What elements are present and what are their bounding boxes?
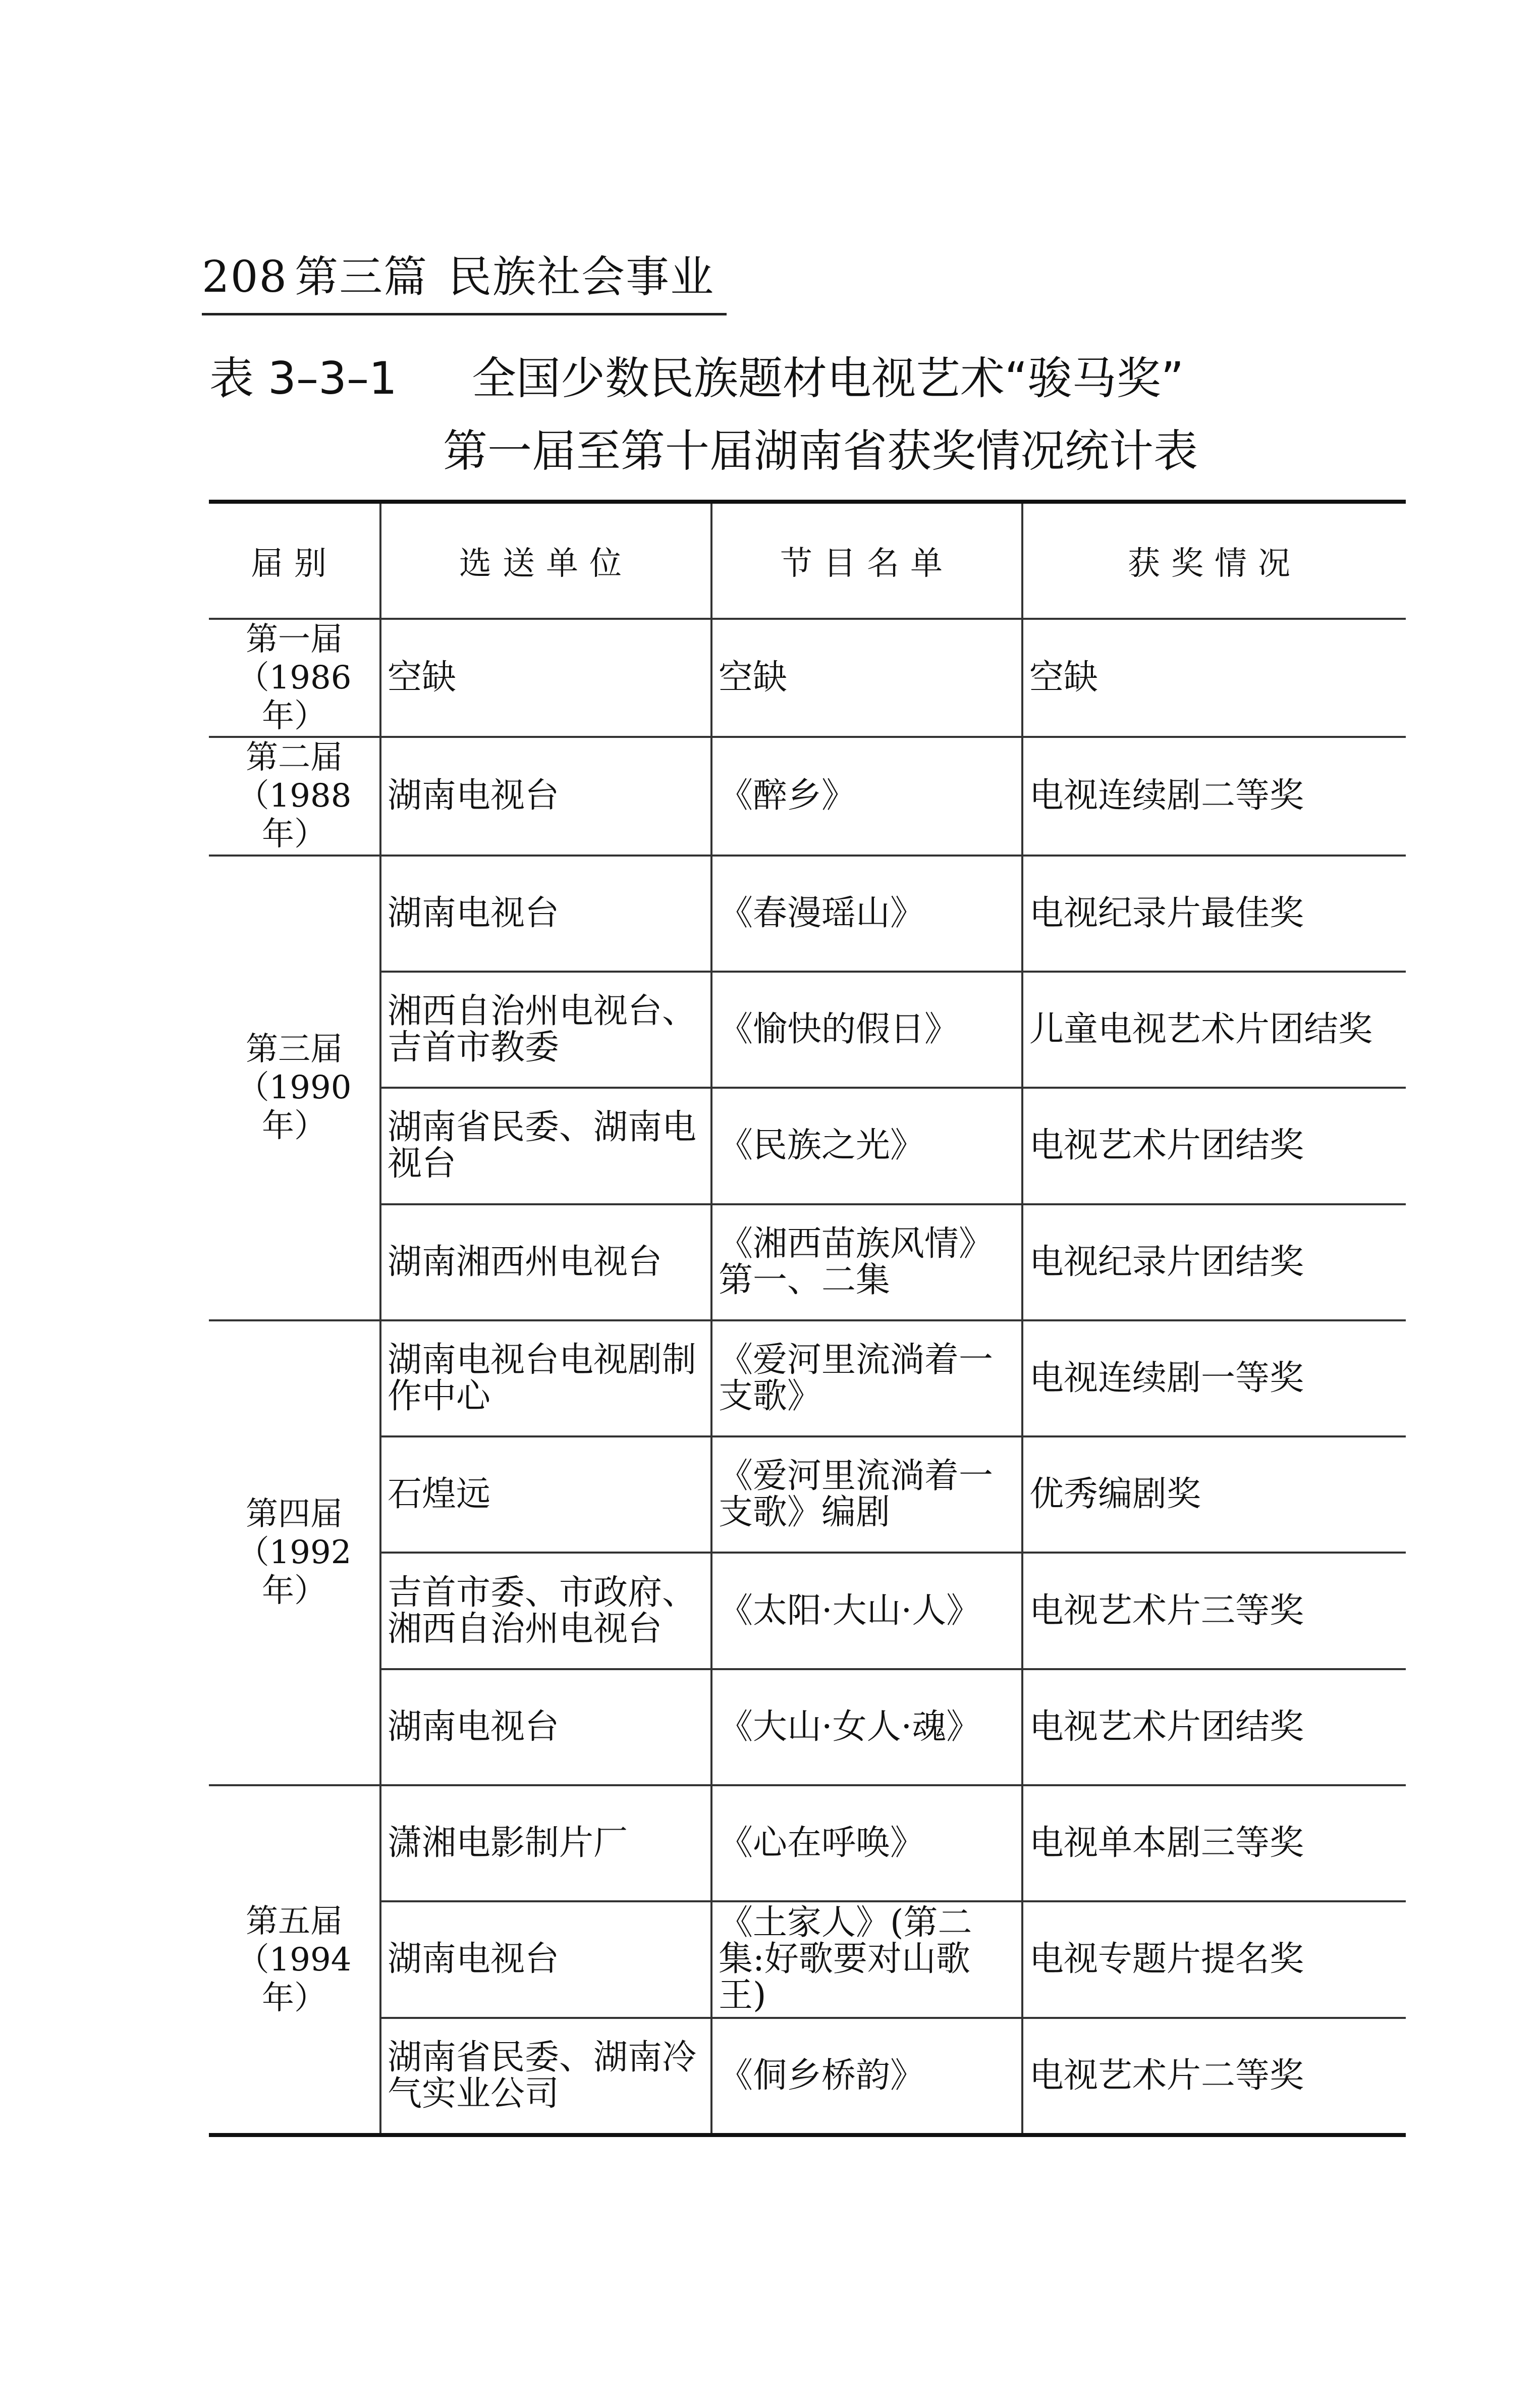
table-row xyxy=(209,856,1406,972)
program-cell: 《爱河里流淌着一支歌》编剧 xyxy=(711,1436,1022,1553)
award-cell: 电视艺术片三等奖 xyxy=(1022,1553,1406,1669)
table-row xyxy=(209,1320,1406,1436)
edition-cell xyxy=(209,856,380,1320)
table-number: 表 3–3–1 xyxy=(209,352,397,404)
table-title-line1: 全国少数民族题材电视艺术“骏马奖” xyxy=(472,352,1184,404)
unit-cell: 湖南电视台 xyxy=(380,737,711,855)
edition-cell xyxy=(209,1785,380,2135)
edition-year: （1988 年） xyxy=(237,777,352,853)
part-title: 第三篇 xyxy=(295,252,428,302)
table-row xyxy=(209,1088,1406,1204)
edition-name: 第四届 xyxy=(246,1496,343,1533)
unit-cell: 空缺 xyxy=(380,619,711,737)
program-cell: 《爱河里流淌着一支歌》 xyxy=(711,1320,1022,1436)
header-rule xyxy=(202,313,727,315)
table-row xyxy=(209,1436,1406,1553)
unit-cell: 湖南电视台 xyxy=(380,1669,711,1785)
column-header-unit: 选送单位 xyxy=(380,502,711,619)
edition-name: 第二届 xyxy=(246,739,343,777)
unit-cell: 石煌远 xyxy=(380,1436,711,1553)
table-row xyxy=(209,1204,1406,1320)
edition-name: 第五届 xyxy=(246,1902,343,1940)
program-cell: 《大山·女人·魂》 xyxy=(711,1669,1022,1785)
edition-name: 第三届 xyxy=(246,1031,343,1069)
award-cell: 电视纪录片最佳奖 xyxy=(1022,856,1406,972)
unit-cell: 湖南湘西州电视台 xyxy=(380,1204,711,1320)
program-cell: 《土家人》(第二集:好歌要对山歌王) xyxy=(711,1901,1022,2017)
award-cell: 电视单本剧三等奖 xyxy=(1022,1785,1406,1901)
edition-name: 第一届 xyxy=(246,621,343,659)
column-header-program: 节目名单 xyxy=(711,502,1022,619)
unit-cell: 湖南省民委、湖南冷气实业公司 xyxy=(380,2018,711,2135)
table-row xyxy=(209,1669,1406,1785)
award-cell: 空缺 xyxy=(1022,619,1406,737)
edition-year: （1990 年） xyxy=(237,1069,352,1145)
award-cell: 电视艺术片二等奖 xyxy=(1022,2018,1406,2135)
award-cell: 电视纪录片团结奖 xyxy=(1022,1204,1406,1320)
unit-cell: 湖南电视台 xyxy=(380,856,711,972)
edition-year: （1986 年） xyxy=(237,659,352,735)
award-cell: 儿童电视艺术片团结奖 xyxy=(1022,972,1406,1088)
table-row xyxy=(209,972,1406,1088)
section-title: 民族社会事业 xyxy=(448,252,715,302)
page-number: 208 xyxy=(202,252,288,302)
award-cell: 电视艺术片团结奖 xyxy=(1022,1088,1406,1204)
edition-cell xyxy=(209,737,380,855)
edition-cell xyxy=(209,1320,380,1785)
unit-cell: 湖南电视台 xyxy=(380,1901,711,2017)
program-cell: 《湘西苗族风情》第一、二集 xyxy=(711,1204,1022,1320)
program-cell: 《侗乡桥韵》 xyxy=(711,2018,1022,2135)
unit-cell: 湖南省民委、湖南电视台 xyxy=(380,1088,711,1204)
table-title-line2: 第一届至第十届湖南省获奖情况统计表 xyxy=(443,425,1198,477)
unit-cell: 吉首市委、市政府、湘西自治州电视台 xyxy=(380,1553,711,1669)
edition-cell xyxy=(209,619,380,737)
award-cell: 优秀编剧奖 xyxy=(1022,1436,1406,1553)
edition-year: （1994 年） xyxy=(237,1941,352,2017)
award-cell: 电视连续剧一等奖 xyxy=(1022,1320,1406,1436)
award-cell: 电视艺术片团结奖 xyxy=(1022,1669,1406,1785)
program-cell: 《醉乡》 xyxy=(711,737,1022,855)
program-cell: 《春漫瑶山》 xyxy=(711,856,1022,972)
table-row xyxy=(209,2018,1406,2135)
unit-cell: 潇湘电影制片厂 xyxy=(380,1785,711,1901)
table-row xyxy=(209,1901,1406,2017)
unit-cell: 湖南电视台电视剧制作中心 xyxy=(380,1320,711,1436)
award-cell: 电视专题片提名奖 xyxy=(1022,1901,1406,2017)
running-header xyxy=(202,252,715,302)
column-header-edition: 届别 xyxy=(209,502,380,619)
table-row xyxy=(209,619,1406,737)
column-header-award: 获奖情况 xyxy=(1022,502,1406,619)
header-row xyxy=(209,502,1406,619)
unit-cell: 湘西自治州电视台、吉首市教委 xyxy=(380,972,711,1088)
program-cell: 《心在呼唤》 xyxy=(711,1785,1022,1901)
table-row xyxy=(209,737,1406,855)
edition-year: （1992 年） xyxy=(237,1534,352,1610)
award-cell: 电视连续剧二等奖 xyxy=(1022,737,1406,855)
program-cell: 《愉快的假日》 xyxy=(711,972,1022,1088)
table-row xyxy=(209,1785,1406,1901)
awards-table xyxy=(209,500,1406,2137)
program-cell: 《民族之光》 xyxy=(711,1088,1022,1204)
program-cell: 空缺 xyxy=(711,619,1022,737)
table-row xyxy=(209,1553,1406,1669)
program-cell: 《太阳·大山·人》 xyxy=(711,1553,1022,1669)
